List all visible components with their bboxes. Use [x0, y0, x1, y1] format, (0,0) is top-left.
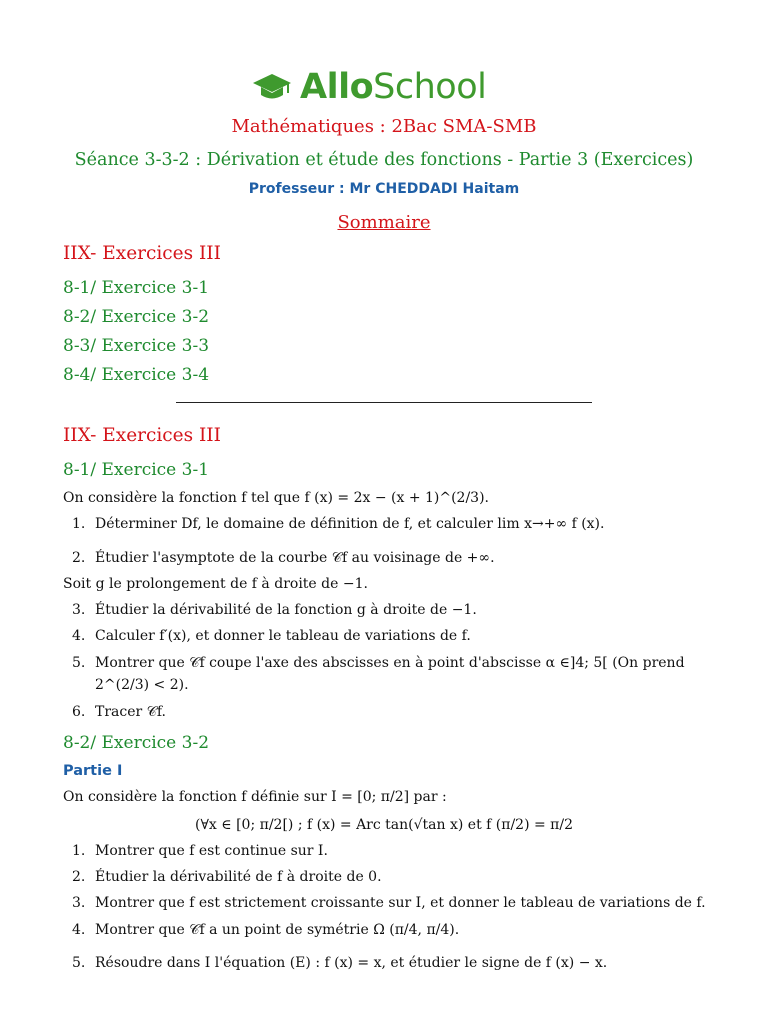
- toc-item-exercice-3-2[interactable]: 8-2/ Exercice 3-2: [63, 307, 210, 327]
- partie-heading: Partie I: [63, 763, 123, 779]
- alloschool-logo[interactable]: [252, 64, 486, 110]
- subject-title: Mathématiques : 2Bac SMA-SMB: [231, 116, 537, 137]
- session-title: Séance 3-3-2 : Dérivation et étude des fonctions - Partie 3 (Exercices): [74, 150, 694, 170]
- toc-item-exercice-3-1[interactable]: 8-1/ Exercice 3-1: [63, 278, 210, 298]
- toc-item-exercice-3-4[interactable]: 8-4/ Exercice 3-4: [63, 365, 210, 385]
- exercise-1-intro: On considère la fonction f tel que f (x) = 2x − (x + 1)^(2/3).: [63, 490, 490, 506]
- graduation-cap-icon: [252, 72, 292, 102]
- display-formula: (∀x ∈ [0; π/2[) ; f (x) = Arc tan(√tan x) et f (π/2) = π/2: [195, 817, 573, 833]
- exercise-1-title: 8-1/ Exercice 3-1: [63, 460, 210, 480]
- exercise-2-intro: On considère la fonction f définie sur I = [0; π/2] par :: [63, 789, 447, 805]
- toc-item-exercice-3-3[interactable]: 8-3/ Exercice 3-3: [63, 336, 210, 356]
- exercise-2-title: 8-2/ Exercice 3-2: [63, 733, 210, 753]
- summary-title: Sommaire: [337, 212, 431, 233]
- teacher-name: Professeur : Mr CHEDDADI Haitam: [248, 181, 520, 197]
- separator-rule: [176, 402, 592, 403]
- toc-section-link[interactable]: IIX- Exercices III: [63, 243, 221, 264]
- logo-wordmark: AlloSchool: [300, 67, 487, 107]
- section-title: IIX- Exercices III: [63, 425, 221, 446]
- exercise-1-interlude: Soit g le prolongement de f à droite de −1.: [63, 576, 368, 592]
